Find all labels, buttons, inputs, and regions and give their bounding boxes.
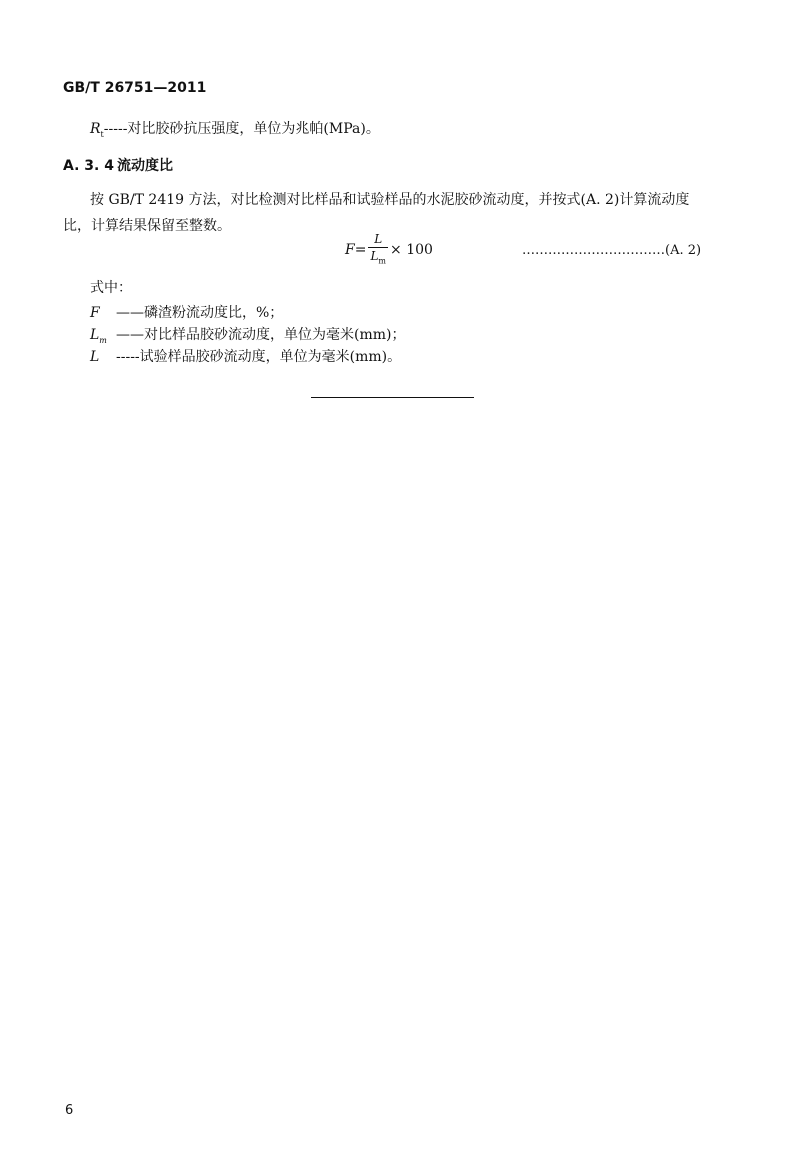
- definition-l: [90, 346, 401, 367]
- formula-equals: =: [354, 242, 367, 259]
- end-of-document-rule: [311, 397, 474, 398]
- page-number: 6: [65, 1103, 74, 1118]
- formula-multiplier: × 100: [390, 242, 433, 259]
- definition-symbol: $L_m$: [90, 327, 107, 345]
- formula-fraction: [368, 231, 388, 269]
- paragraph-line-2: 比，计算结果保留至整数。: [63, 218, 231, 234]
- formula-lhs: F: [345, 242, 355, 259]
- definition-lm: [90, 324, 405, 345]
- definition-symbol: F: [90, 305, 100, 321]
- definition-text: -----试验样品胶砂流动度，单位为毫米(mm)。: [116, 349, 402, 365]
- definition-rt-text: -----对比胶砂抗压强度，单位为兆帕(MPa)。: [103, 121, 380, 137]
- definition-text: ——磷渣粉流动度比，%；: [116, 305, 284, 321]
- symbol-r: R: [90, 121, 101, 137]
- definition-rt: [90, 118, 380, 139]
- definition-text: ——对比样品胶砂流动度，单位为毫米(mm)；: [116, 327, 406, 343]
- formula-numerator: L: [368, 231, 388, 248]
- formula-denominator-sub: m: [378, 256, 387, 266]
- symbol-r-subscript: t: [100, 129, 104, 139]
- section-number: A. 3. 4: [63, 158, 114, 174]
- section-title: 流动度比: [117, 158, 173, 174]
- definition-symbol: L: [90, 349, 100, 365]
- formula-denominator: L: [370, 249, 379, 263]
- standard-code: GB/T 26751—2011: [63, 80, 207, 96]
- definition-f: [90, 302, 283, 323]
- where-label: 式中：: [90, 280, 132, 296]
- formula-a2: [345, 231, 433, 269]
- paragraph-line-1: 按 GB/T 2419 方法，对比检测对比样品和试验样品的水泥胶砂流动度，并按式(A. 2)计算流动度: [90, 192, 690, 208]
- section-heading: [63, 155, 173, 175]
- formula-number: ……………………………(A. 2): [522, 243, 702, 258]
